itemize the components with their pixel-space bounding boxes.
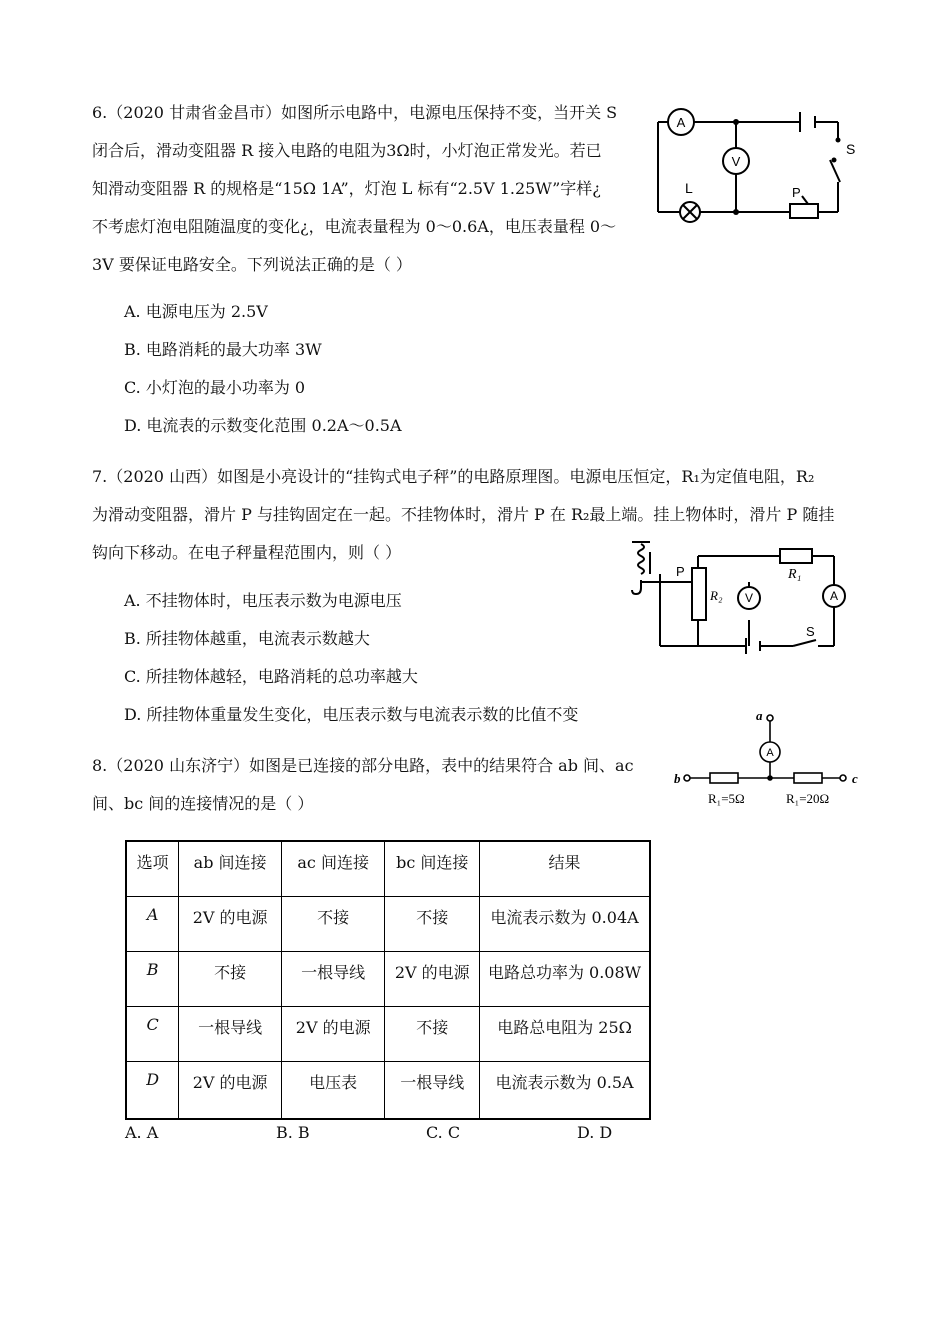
- table-header-row: [126, 841, 650, 896]
- table-row: [126, 1006, 650, 1061]
- q6-option-b: B. 电路消耗的最大功率 3W: [124, 340, 322, 359]
- q6-line-4: 不考虑灯泡电阻随温度的变化¿，电流表量程为 0～0.6A，电压表量程 0～: [92, 217, 617, 236]
- table-cell: 2V 的电源: [281, 1006, 385, 1061]
- q6-slider-label: P: [792, 185, 801, 200]
- table-header-cell: ac 间连接: [281, 841, 385, 896]
- q7-r2-label: R₂: [710, 588, 723, 603]
- q6-line-3: 知滑动变阻器 R 的规格是“15Ω 1A”，灯泡 L 标有“2.5V 1.25W”字样¿: [92, 179, 601, 198]
- table-cell: 2V 的电源: [179, 896, 282, 951]
- q6-ammeter-label: A: [676, 115, 686, 130]
- table-cell: A: [126, 896, 179, 951]
- q7-slider-label: P: [676, 564, 685, 579]
- q7-ammeter-label: A: [829, 589, 839, 603]
- table-header-cell: bc 间连接: [385, 841, 480, 896]
- table-header-cell: 选项: [126, 841, 179, 896]
- q7-circuit-diagram: [628, 538, 860, 660]
- q8-r2-label: R₁=20Ω: [786, 791, 830, 806]
- q8-ammeter-label: A: [766, 747, 774, 759]
- table-row: [126, 896, 650, 951]
- table-cell: 不接: [281, 896, 385, 951]
- q7-line-3: 钩向下移动。在电子秤量程范围内，则（ ）: [92, 543, 402, 562]
- table-cell: 2V 的电源: [385, 951, 480, 1006]
- table-cell: 电路总电阻为 25Ω: [480, 1006, 650, 1061]
- table-cell: D: [126, 1061, 179, 1119]
- q6-line-1: 6.（2020 甘肃省金昌市）如图所示电路中，电源电压保持不变，当开关 S: [92, 103, 618, 122]
- table-cell: 一根导线: [281, 951, 385, 1006]
- q6-voltmeter-label: V: [731, 154, 741, 169]
- q8-answer-d: D. D: [577, 1123, 613, 1142]
- q8-answer-c: C. C: [426, 1123, 461, 1142]
- q6-switch-label: S: [846, 141, 856, 157]
- table-cell: 2V 的电源: [179, 1061, 282, 1119]
- q6-option-d: D. 电流表的示数变化范围 0.2A～0.5A: [124, 416, 402, 435]
- q7-r1-label: R₁: [788, 567, 802, 582]
- table-cell: B: [126, 951, 179, 1006]
- q6-option-a: A. 电源电压为 2.5V: [124, 302, 268, 321]
- table-row: [126, 951, 650, 1006]
- table-cell: C: [126, 1006, 179, 1061]
- q8-line-2: 间、bc 间的连接情况的是（ ）: [92, 794, 314, 813]
- q8-options-table: [125, 840, 651, 1120]
- table-header-cell: 结果: [480, 841, 650, 896]
- table-header-cell: ab 间连接: [179, 841, 282, 896]
- table-cell: 电流表示数为 0.5A: [480, 1061, 650, 1119]
- table-cell: 电流表示数为 0.04A: [480, 896, 650, 951]
- q8-line-1: 8.（2020 山东济宁）如图是已连接的部分电路，表中的结果符合 ab 间、ac: [92, 756, 634, 775]
- q6-lamp-icon: [680, 202, 700, 222]
- q8-r1-label: R₁=5Ω: [708, 791, 745, 806]
- q7-option-d: D. 所挂物体重量发生变化，电压表示数与电流表示数的比值不变: [124, 705, 579, 724]
- q6-lamp-label: L: [685, 180, 693, 196]
- q6-line-2: 闭合后，滑动变阻器 R 接入电路的电阻为3Ω时，小灯泡正常发光。若已: [92, 141, 602, 160]
- q8-answer-b: B. B: [276, 1123, 310, 1142]
- q8-terminal-c: c: [852, 771, 858, 786]
- q8-answer-a: A. A: [125, 1123, 159, 1142]
- q8-terminal-b: b: [674, 771, 681, 786]
- q7-switch-label: S: [806, 624, 815, 639]
- table-cell: 不接: [179, 951, 282, 1006]
- table-row: [126, 1061, 650, 1119]
- q6-option-c: C. 小灯泡的最小功率为 0: [124, 378, 306, 397]
- q7-option-c: C. 所挂物体越轻，电路消耗的总功率越大: [124, 667, 418, 686]
- q6-circuit-diagram: [650, 100, 875, 225]
- table-cell: 一根导线: [179, 1006, 282, 1061]
- table-cell: 不接: [385, 896, 480, 951]
- table-cell: 电压表: [281, 1061, 385, 1119]
- q7-voltmeter-label: V: [744, 591, 754, 605]
- q8-terminal-a: a: [756, 708, 763, 723]
- table-cell: 不接: [385, 1006, 480, 1061]
- q6-line-5: 3V 要保证电路安全。下列说法正确的是（ ）: [92, 255, 412, 274]
- q7-line-1: 7.（2020 山西）如图是小亮设计的“挂钩式电子秤”的电路原理图。电源电压恒定，R₁为定值电阻，R₂: [92, 467, 815, 486]
- q7-option-a: A. 不挂物体时，电压表示数为电源电压: [124, 591, 402, 610]
- q7-option-b: B. 所挂物体越重，电流表示数越大: [124, 629, 370, 648]
- table-cell: 电路总功率为 0.08W: [480, 951, 650, 1006]
- q7-line-2: 为滑动变阻器，滑片 P 与挂钩固定在一起。不挂物体时，滑片 P 在 R₂最上端。挂上物体时，滑片 P 随挂: [92, 505, 835, 524]
- table-cell: 一根导线: [385, 1061, 480, 1119]
- q8-circuit-diagram: [672, 706, 872, 810]
